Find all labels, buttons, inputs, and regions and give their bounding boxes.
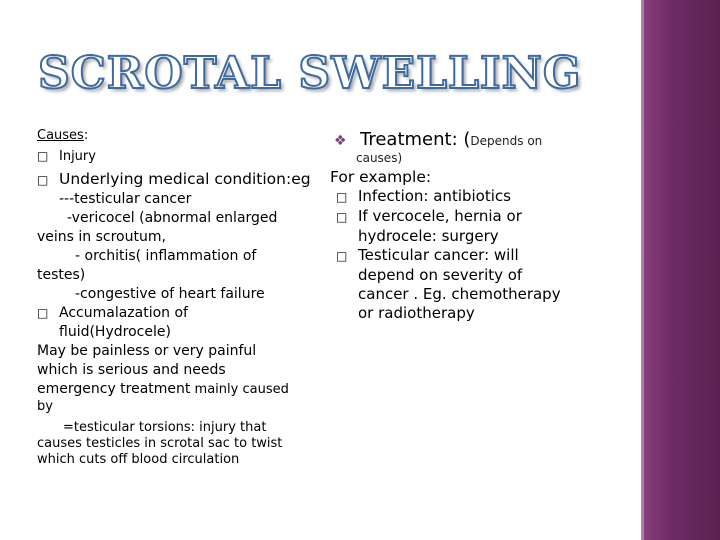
list-item: □ Testicular cancer: will (336, 246, 519, 264)
treatment-heading: ❖ Treatment: (Depends on (334, 129, 543, 150)
text-line: cancer . Eg. chemotherapy (358, 285, 561, 303)
text-line: fluid(Hydrocele) (59, 324, 171, 340)
checkbox-bullet-icon: □ (336, 210, 348, 224)
text-line: -vericocel (abnormal enlarged (67, 210, 278, 226)
causes-label: Causes (37, 128, 84, 143)
text-line: -congestive of heart failure (75, 286, 265, 302)
text-line: or radiotherapy (358, 304, 475, 322)
list-item: □ Accumalazation of (37, 305, 188, 321)
checkbox-bullet-icon: □ (37, 306, 49, 320)
text-line: causes) (356, 151, 403, 165)
list-item: □ If vercocele, hernia or (336, 207, 522, 225)
text-line: veins in scroutum, (37, 229, 166, 245)
decorative-side-bar (641, 0, 720, 540)
text-line: which cuts off blood circulation (37, 452, 240, 467)
causes-heading: Causes: (37, 128, 89, 143)
text-line: emergency treatment mainly caused (37, 381, 289, 397)
text-line: testes) (37, 267, 86, 283)
text-line: causes testicles in scrotal sac to twist (37, 436, 283, 451)
text-line: hydrocele: surgery (358, 227, 499, 245)
diamond-bullet-icon: ❖ (334, 133, 347, 149)
checkbox-bullet-icon: □ (37, 149, 49, 163)
list-item: □ Infection: antibiotics (336, 187, 511, 205)
list-item: □ Injury (37, 149, 96, 164)
text-line: which is serious and needs (37, 362, 226, 378)
list-item: □ Underlying medical condition:eg (37, 170, 311, 188)
text-line: - orchitis( inflammation of (75, 248, 257, 264)
text-line: depend on severity of (358, 266, 523, 284)
text-line: May be painless or very painful (37, 343, 257, 359)
slide-title: SCROTAL SWELLING (38, 48, 582, 99)
treatment-column (330, 130, 630, 323)
text-line: For example: (330, 168, 432, 186)
checkbox-bullet-icon: □ (336, 249, 348, 263)
checkbox-bullet-icon: □ (37, 173, 49, 187)
text-line: ---testicular cancer (59, 191, 192, 207)
checkbox-bullet-icon: □ (336, 190, 348, 204)
causes-column (37, 126, 367, 468)
text-line: =testicular torsions: injury that (63, 420, 267, 435)
text-line: by (37, 399, 53, 414)
